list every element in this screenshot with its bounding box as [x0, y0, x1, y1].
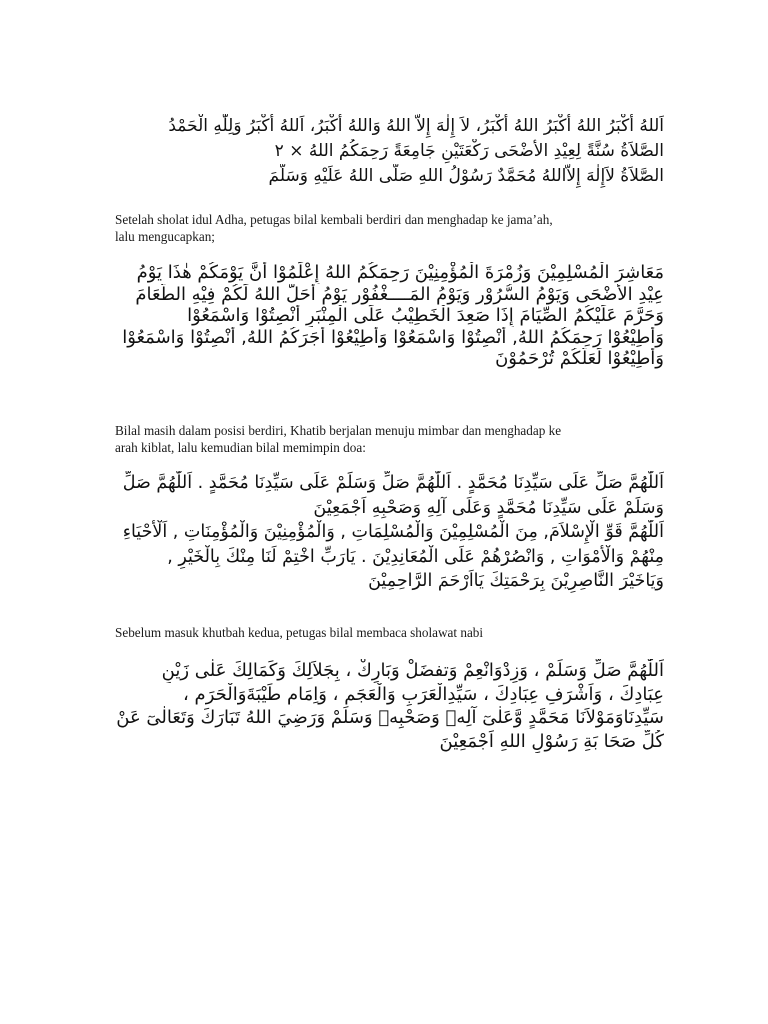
- arabic-line: وَسَلِّمْ عَلَى سَيِّدِنَا مُحَمَّدٍ وَعَلَى آلِهِ وَصَحْبِهِ اَجْمَعِيْنَ: [313, 497, 664, 518]
- instruction-paragraph: [115, 422, 655, 456]
- bilal-call-arabic-block: [112, 262, 664, 370]
- arabic-line: الصَّلاَةُ سُنَّةً لِعِيْدِ الأَضْحَى رَكْعَتَيْنِ جَامِعَةً رَحِمَكُمُ اللهُ × ٢: [274, 141, 664, 161]
- arabic-line: سَيِّدِنَاوَمَوْلاَنَا مَحَمَّدٍ وَّعَلٰىٓ آلِهٖ وَصَحْبِهٖ وَسَلِّمْ وَرَضِيَ اللهُ تَبَارَكَ وَتَعَالٰىٓ عَنْ: [116, 707, 664, 728]
- instruction-paragraph: [115, 624, 655, 641]
- arabic-line: مَعَاشِرَ الْمُسْلِمِيْنَ وَزُمْرَةَ الْمُؤْمِنِيْنَ رَحِمَكُمُ اللهُ إِعْلَمُوْا أَنَّ يَوْمَكُمْ هٰذَا يَوْمُ: [136, 262, 664, 283]
- arabic-line: وَأَطِيْعُوْا لَعَلَّكُمْ تُرْحَمُوْنَ: [495, 348, 664, 369]
- arabic-line: مِنْهُمْ وَالْأَمْوَاتِ , وَانْصُرْهُمْ عَلَى الْمُعَانِدِيْنَ . يَارَبِّ اخْتِمْ لَنَا مِنْكَ بِالْخَيْرِ ,: [167, 546, 664, 567]
- instruction-paragraph: [115, 211, 655, 245]
- paragraph-line: Bilal masih dalam posisi berdiri, Khatib berjalan menuju mimbar dan menghadap ke: [115, 423, 562, 438]
- paragraph-line: Sebelum masuk khutbah kedua, petugas bilal membaca sholawat nabi: [115, 625, 484, 640]
- arabic-line: وَأَطِيْعُوْا رَحِمَكُمُ اللهُ, أَنْصِتُوْا وَاسْمَعُوْا وَأَطِيْعُوْا أَجَرَكُمُ اللهُ, أَنْصِتُوْا وَاسْمَعُوْا: [122, 326, 664, 348]
- arabic-line: عِيْدِ الأَضْحَى وَيَوْمُ السُّرُوْرِ وَيَوْمُ المَــــغْفُوْرِ يَوْمُ أَحَلَّ اللهُ لَكُمْ فِيْهِ الطَّعَامَ: [135, 283, 664, 305]
- sholawat-arabic-block: [112, 659, 664, 753]
- doa-arabic-block: [112, 471, 664, 594]
- arabic-line: اَللّٰهُمَّ قَوِّ الْإِسْلاَمَ, مِنَ الْمُسْلِمِيْنَ وَالْمُسْلِمَاتِ , وَالْمُؤْمِنِيْنَ وَالْمُؤْمِنَاتِ , اَلْأَحْيَاءِ: [122, 522, 664, 542]
- arabic-line: عِبَادِكَ ، وَاَشْرَفِ عِبَادِكَ ، سَيِّدِالْعَرَبِ وَالْعَجَمِ ، وَاِمَامِ طَيْبَةَوَالْحَرَمِ ،: [183, 683, 664, 705]
- arabic-line: اَللّٰهُمَّ صَلِّ عَلَى سَيِّدِنَا مُحَمَّدٍ . اَللّٰهُمَّ صَلِّ وَسَلِّمْ عَلَى سَيِّدِنَا مُحَمَّدٍ . اَللّٰهُمَّ صَلِّ: [122, 473, 664, 493]
- takbir-arabic-block: [112, 114, 664, 189]
- paragraph-line: Setelah sholat idul Adha, petugas bilal kembali berdiri dan menghadap ke jama’ah,: [115, 212, 553, 227]
- arabic-line: وَحَرَّمَ عَلَيْكُمُ الصِّيَامَ إِذَا صَعِدَ الْخَطِيْبُ عَلَى الْمِنْبَرِ أَنْصِتُوْا وَاسْمَعُوْا: [187, 305, 664, 326]
- paragraph-line: arah kiblat, lalu kemudian bilal memimpin doa:: [115, 440, 366, 455]
- paragraph-line: lalu mengucapkan;: [115, 229, 215, 244]
- arabic-line: كُلِّ صَحَا بَةِ رَسُوْلِ اللهِ اَجْمَعِيْنَ: [439, 730, 664, 752]
- arabic-line: الصَّلاَةُ لاَإِلٰهَ إِلاَّاللهُ مُحَمَّدٌ رَسُوْلُ اللهِ صَلَّى اللهُ عَلَيْهِ وَسَلَّمَ: [268, 166, 664, 186]
- arabic-line: اَللهُ أَكْبَرُ اللهُ أَكْبَرُ اللهُ أَكْبَرُ، لاَ إِلٰهَ إِلاَّ اللهُ وَاللهُ أَكْبَرُ، اَللهُ أَكْبَرُ وَلِلّٰهِ الْحَمْدُ: [168, 116, 664, 136]
- arabic-line: اَللّٰهُمَّ صَلِّ وَسَلِّمْ ، وَزِدْوَانْعِمْ وَتفضَلْ وَبَارِكْ ، بِجَلاَلِكَ وَكَمَالِكَ عَلٰى زَيْنِ: [161, 660, 664, 681]
- arabic-line: وَيَاخَيْرَ النَّاصِرِيْنَ بِرَحْمَتِكَ يَااَرْحَمَ الرَّاحِمِيْنَ: [368, 571, 664, 591]
